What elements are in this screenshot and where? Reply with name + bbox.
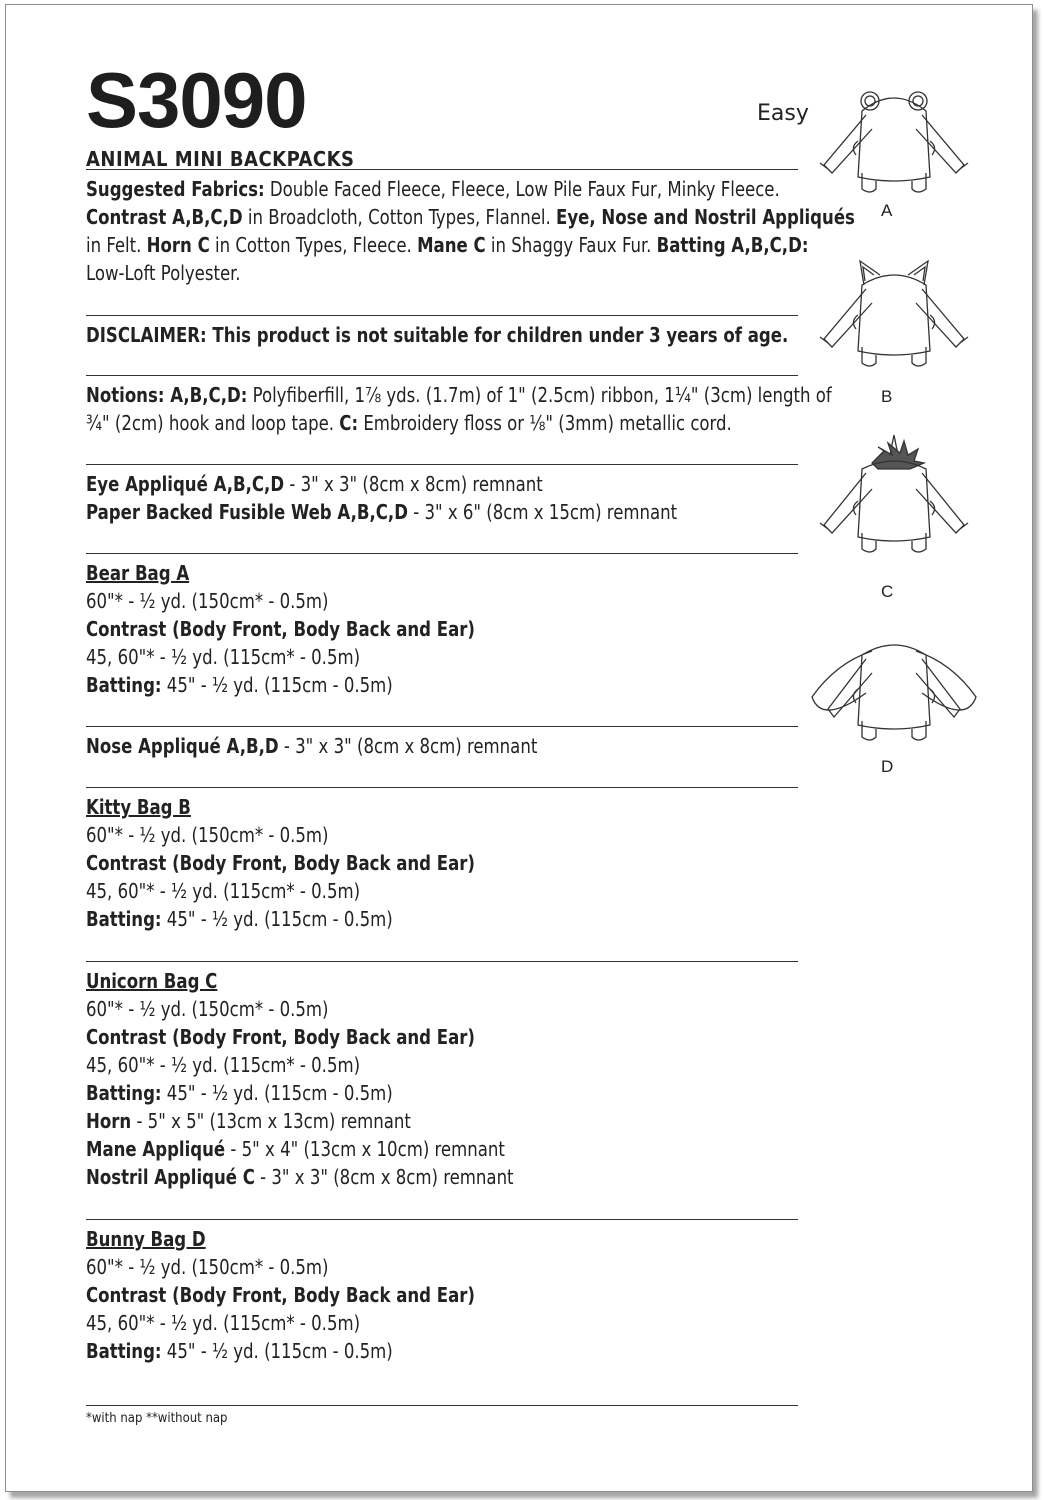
bear-fabric: 60"* - ½ yd. (150cm* - 0.5m) [86,589,329,613]
unicorn-nostril: Nostril Appliqué C - 3" x 3" (8cm x 8cm) remnant [86,1165,514,1189]
kitty-backpack-illustration [814,255,974,385]
divider [86,553,798,554]
kitty-batting: Batting: 45" - ½ yd. (115cm - 0.5m) [86,907,393,931]
pattern-page [5,4,1033,1492]
divider [86,315,798,316]
unicorn-fabric: 60"* - ½ yd. (150cm* - 0.5m) [86,997,329,1021]
unicorn-horn: Horn - 5" x 5" (13cm x 13cm) remnant [86,1109,411,1133]
divider [86,1405,798,1406]
fabrics-line-2: Contrast A,B,C,D in Broadcloth, Cotton Types, Flannel. Eye, Nose and Nostril Appliqués [86,205,855,229]
nose-applique: Nose Appliqué A,B,D - 3" x 3" (8cm x 8cm) remnant [86,734,538,758]
unicorn-backpack-illustration [814,433,974,573]
bunny-contrast: Contrast (Body Front, Body Back and Ear) [86,1283,475,1307]
pattern-number: S3090 [86,56,307,144]
kitty-contrast: Contrast (Body Front, Body Back and Ear) [86,851,475,875]
unicorn-mane: Mane Appliqué - 5" x 4" (13cm x 10cm) remnant [86,1137,505,1161]
bunny-contrast-yardage: 45, 60"* - ½ yd. (115cm* - 0.5m) [86,1311,361,1335]
bear-contrast-yardage: 45, 60"* - ½ yd. (115cm* - 0.5m) [86,645,361,669]
kitty-contrast-yardage: 45, 60"* - ½ yd. (115cm* - 0.5m) [86,879,361,903]
divider [86,375,798,376]
notions-line-2: ¾" (2cm) hook and loop tape. C: Embroidery floss or ⅛" (3mm) metallic cord. [86,411,732,435]
bear-contrast: Contrast (Body Front, Body Back and Ear) [86,617,475,641]
bear-batting: Batting: 45" - ½ yd. (115cm - 0.5m) [86,673,393,697]
divider [86,464,798,465]
fusible-web: Paper Backed Fusible Web A,B,C,D - 3" x 6" (8cm x 15cm) remnant [86,500,678,524]
divider [86,726,798,727]
disclaimer: DISCLAIMER: This product is not suitable for children under 3 years of age. [86,323,789,347]
fabrics-line-3: in Felt. Horn C in Cotton Types, Fleece. Mane C in Shaggy Faux Fur. Batting A,B,C,D: [86,233,809,257]
bunny-fabric: 60"* - ½ yd. (150cm* - 0.5m) [86,1255,329,1279]
divider [86,961,798,962]
eye-applique: Eye Appliqué A,B,C,D - 3" x 3" (8cm x 8cm) remnant [86,472,543,496]
bear-heading: Bear Bag A [86,561,190,585]
difficulty-label: Easy [757,101,809,126]
footnote: *with nap **without nap [86,1411,228,1426]
kitty-heading: Kitty Bag B [86,795,191,819]
divider [86,1219,798,1220]
divider [86,787,798,788]
kitty-fabric: 60"* - ½ yd. (150cm* - 0.5m) [86,823,329,847]
unicorn-contrast: Contrast (Body Front, Body Back and Ear) [86,1025,475,1049]
unicorn-contrast-yardage: 45, 60"* - ½ yd. (115cm* - 0.5m) [86,1053,361,1077]
bear-backpack-illustration [814,81,974,211]
fabrics-line-4: Low-Loft Polyester. [86,261,241,285]
unicorn-heading: Unicorn Bag C [86,969,218,993]
notions-line-1: Notions: A,B,C,D: Polyfiberfill, 1⅞ yds. (1.7m) of 1" (2.5cm) ribbon, 1¼" (3cm) length of [86,383,832,407]
view-label-c: C [881,582,894,601]
view-label-b: B [881,387,893,406]
bunny-backpack-illustration [806,633,982,763]
unicorn-batting: Batting: 45" - ½ yd. (115cm - 0.5m) [86,1081,393,1105]
fabrics-line-1: Suggested Fabrics: Double Faced Fleece, Fleece, Low Pile Faux Fur, Minky Fleece. [86,177,780,201]
bunny-heading: Bunny Bag D [86,1227,206,1251]
bunny-batting: Batting: 45" - ½ yd. (115cm - 0.5m) [86,1339,393,1363]
divider [86,169,798,170]
pattern-title: ANIMAL MINI BACKPACKS [86,147,355,171]
view-label-a: A [881,201,893,220]
view-label-d: D [881,757,894,776]
